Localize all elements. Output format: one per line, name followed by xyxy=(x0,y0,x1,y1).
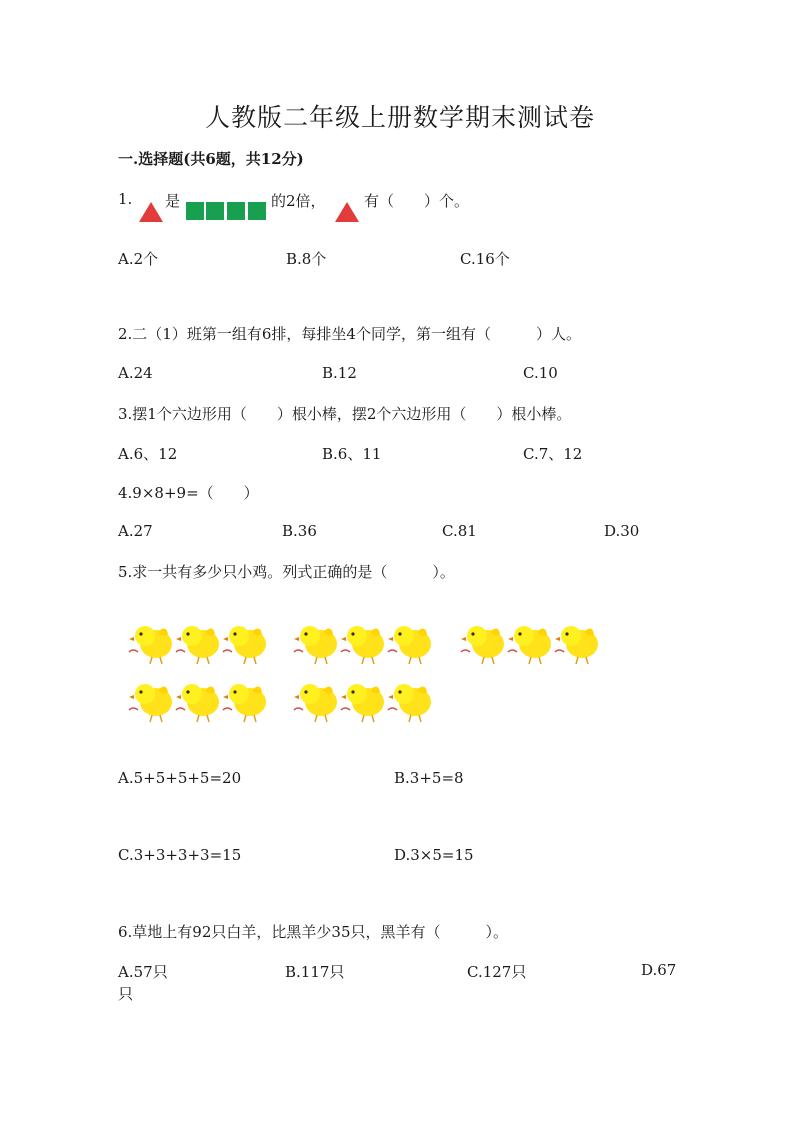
q1-text-part1: 是 xyxy=(165,192,181,210)
q6-option-d-wrap: 只 xyxy=(118,985,134,1003)
chick-icon xyxy=(507,618,555,668)
q4-option-a[interactable]: A.27 xyxy=(118,522,153,540)
q6-option-c[interactable]: C.127只 xyxy=(467,963,527,981)
chick-icon xyxy=(175,676,223,726)
q4-option-c[interactable]: C.81 xyxy=(442,522,477,540)
chick-icon xyxy=(460,618,508,668)
q1-text-part2: 的2倍， xyxy=(271,192,326,210)
q5-option-c[interactable]: C.3+3+3+3=15 xyxy=(118,846,242,864)
q1-option-c[interactable]: C.16个 xyxy=(460,250,510,268)
q6-option-d[interactable]: D.67 xyxy=(641,961,677,979)
q2-option-b[interactable]: B.12 xyxy=(322,364,357,382)
chick-icon xyxy=(222,618,270,668)
page-title: 人教版二年级上册数学期末测试卷 xyxy=(204,103,595,132)
chick-icon xyxy=(293,676,341,726)
chick-icon xyxy=(128,618,176,668)
q2-option-a[interactable]: A.24 xyxy=(118,364,153,382)
chick-icon xyxy=(293,618,341,668)
chick-icon xyxy=(340,676,388,726)
chick-icon xyxy=(175,618,223,668)
q5-option-a[interactable]: A.5+5+5+5=20 xyxy=(118,769,242,787)
square-icon xyxy=(227,202,245,220)
triangle-icon xyxy=(139,202,163,222)
chick-icon xyxy=(387,676,435,726)
chick-icon xyxy=(340,618,388,668)
q1-option-a[interactable]: A.2个 xyxy=(118,250,159,268)
q6-option-b[interactable]: B.117只 xyxy=(285,963,345,981)
chick-icon xyxy=(554,618,602,668)
q3-option-b[interactable]: B.6、11 xyxy=(322,445,382,463)
q6-text: 6.草地上有92只白羊，比黑羊少35只，黑羊有（ ）。 xyxy=(118,923,508,941)
q5-option-b[interactable]: B.3+5=8 xyxy=(394,769,464,787)
q2-option-c[interactable]: C.10 xyxy=(523,364,558,382)
square-icon xyxy=(186,202,204,220)
q5-text: 5.求一共有多少只小鸡。列式正确的是（ ）。 xyxy=(118,563,455,581)
q4-option-d[interactable]: D.30 xyxy=(604,522,640,540)
q4-text: 4.9×8+9=（ ） xyxy=(118,484,259,502)
q1-text-part3: 有（ ）个。 xyxy=(364,192,470,210)
chick-icon xyxy=(387,618,435,668)
q2-text: 2.二（1）班第一组有6排，每排坐4个同学，第一组有（ ）人。 xyxy=(118,325,581,343)
chick-icon xyxy=(222,676,270,726)
q4-option-b[interactable]: B.36 xyxy=(282,522,317,540)
section-heading: 一.选择题(共6题，共12分) xyxy=(118,150,304,168)
q1-option-b[interactable]: B.8个 xyxy=(286,250,327,268)
q6-option-a[interactable]: A.57只 xyxy=(118,963,168,981)
triangle-icon xyxy=(335,202,359,222)
square-icon xyxy=(206,202,224,220)
q1-number: 1. xyxy=(118,190,133,208)
chick-icon xyxy=(128,676,176,726)
q3-option-c[interactable]: C.7、12 xyxy=(523,445,583,463)
square-icon xyxy=(248,202,266,220)
q3-option-a[interactable]: A.6、12 xyxy=(118,445,178,463)
q5-option-d[interactable]: D.3×5=15 xyxy=(394,846,474,864)
q3-text: 3.摆1个六边形用（ ）根小棒，摆2个六边形用（ ）根小棒。 xyxy=(118,405,572,423)
